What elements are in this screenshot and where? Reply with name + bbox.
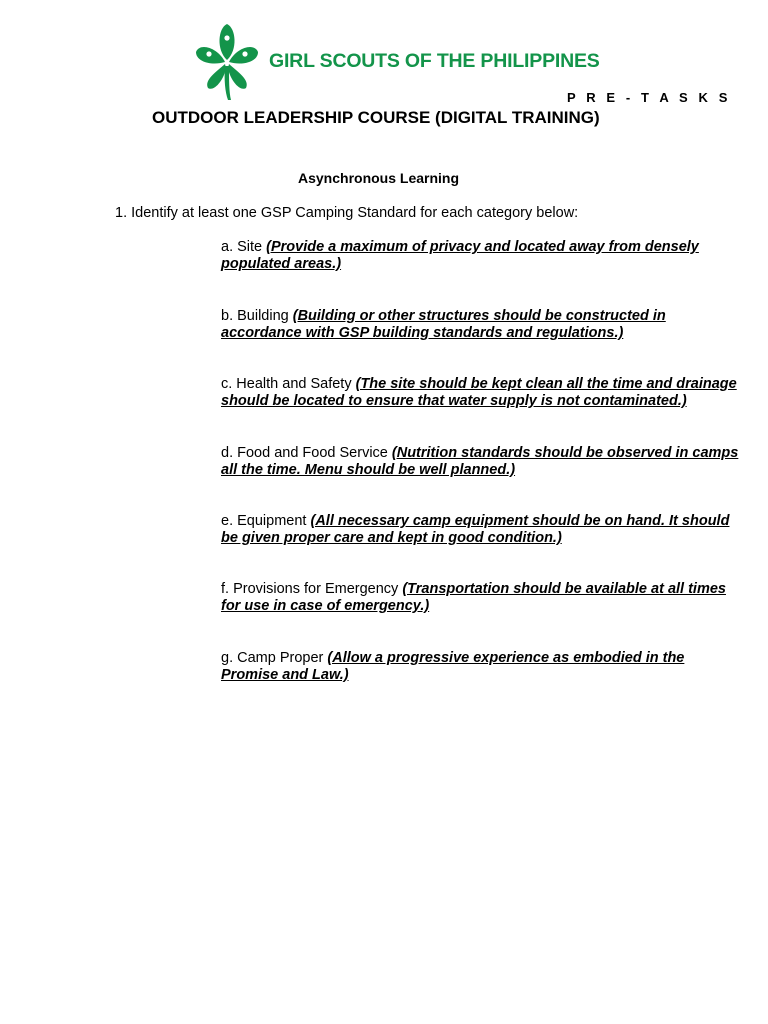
standard-answer: (All necessary camp equipment should be on hand. It should be given proper care and kept in good condition.) <box>221 513 730 546</box>
standard-category: d. Food and Food Service <box>221 445 392 461</box>
standard-answer: (Building or other structures should be constructed in accordance with GSP building standards and regulations.) <box>221 308 666 341</box>
course-title: OUTDOOR LEADERSHIP COURSE (DIGITAL TRAINING) <box>152 108 600 127</box>
standard-item-building <box>221 308 741 342</box>
standard-item-site <box>221 239 741 273</box>
standard-answer: (The site should be kept clean all the time and drainage should be located to ensure that water supply is not contaminated.) <box>221 376 737 409</box>
standard-category: b. Building <box>221 308 293 324</box>
standard-category: a. Site <box>221 239 267 255</box>
question-text: 1. Identify at least one GSP Camping Standard for each category below: <box>115 205 579 221</box>
standard-category: c. Health and Safety <box>221 376 356 392</box>
organization-name: GIRL SCOUTS OF THE PHILIPPINES <box>269 50 600 72</box>
standard-item-camp-proper <box>221 650 741 684</box>
standard-item-emergency <box>221 581 741 615</box>
standard-answer: (Allow a progressive experience as embodied in the Promise and Law.) <box>221 650 685 683</box>
standard-item-health-safety <box>221 376 741 410</box>
standard-category: f. Provisions for Emergency <box>221 581 403 597</box>
standard-category: e. Equipment <box>221 513 311 529</box>
standard-answer: (Provide a maximum of privacy and located away from densely populated areas.) <box>221 239 699 272</box>
trefoil-logo-icon <box>194 20 260 102</box>
standard-item-equipment <box>221 513 741 547</box>
standard-item-food-service <box>221 445 741 479</box>
standard-answer: (Nutrition standards should be observed in camps all the time. Menu should be well planned.) <box>221 445 739 478</box>
standard-category: g. Camp Proper <box>221 650 328 666</box>
standard-answer: (Transportation should be available at all times for use in case of emergency.) <box>221 581 726 614</box>
section-tag: P R E - T A S K S <box>566 90 731 105</box>
section-title: Asynchronous Learning <box>298 170 460 186</box>
